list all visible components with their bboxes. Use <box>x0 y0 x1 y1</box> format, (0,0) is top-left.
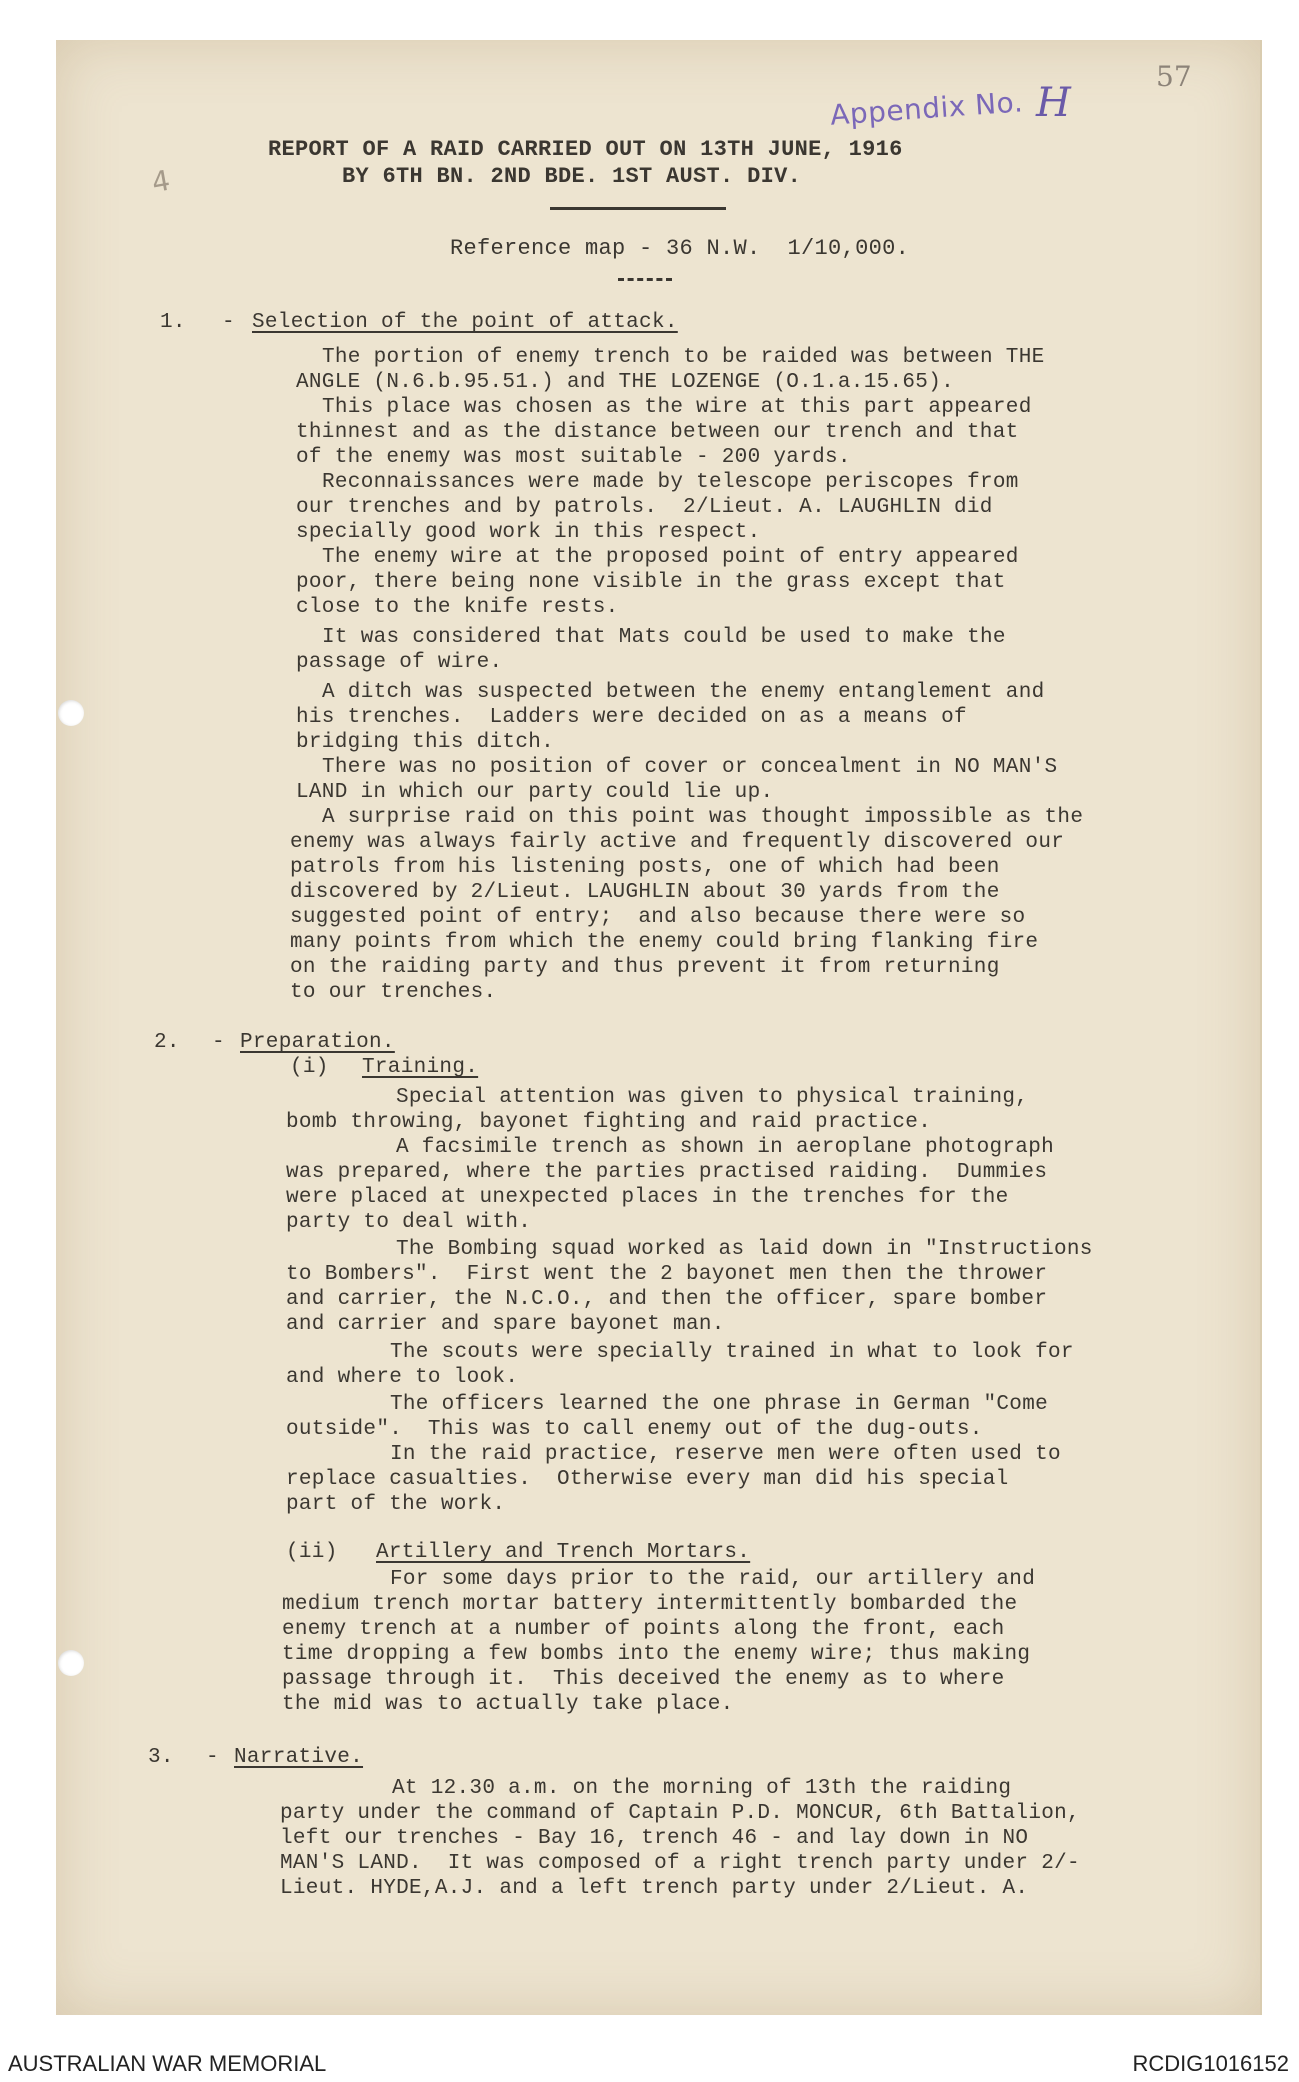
punch-hole-top <box>58 700 84 726</box>
s1-line: of the enemy was most suitable - 200 yards. <box>296 446 851 469</box>
document-page <box>56 40 1262 2015</box>
reference-dashes <box>618 278 672 283</box>
s2-artillery-line: the mid was to actually take place. <box>282 1693 734 1716</box>
s1-line: on the raiding party and thus prevent it from returning <box>290 956 1000 979</box>
s2-training-line: In the raid practice, reserve men were often used to <box>390 1443 1061 1466</box>
s2-artillery-line: medium trench mortar battery intermittently bombarded the <box>282 1593 1018 1616</box>
s3-line: MAN'S LAND. It was composed of a right trench party under 2/- <box>280 1852 1080 1875</box>
appendix-stamp: Appendix No. <box>829 85 1025 132</box>
s2-training-line: The Bombing squad worked as laid down in "Instructions <box>396 1238 1093 1261</box>
s1-line: patrols from his listening posts, one of which had been <box>290 856 1000 879</box>
report-title-line-2: BY 6TH BN. 2ND BDE. 1ST AUST. DIV. <box>342 164 802 189</box>
s2-training-line: The scouts were specially trained in what to look for <box>390 1341 1074 1364</box>
s2-training-line: part of the work. <box>286 1493 506 1516</box>
s1-line: A surprise raid on this point was thought impossible as the <box>322 806 1084 829</box>
s1-line: passage of wire. <box>296 651 503 674</box>
s2-artillery-line: time dropping a few bombs into the enemy wire; thus making <box>282 1643 1031 1666</box>
footer-institution: AUSTRALIAN WAR MEMORIAL <box>8 2051 327 2076</box>
footer-catalog-id: RCDIG1016152 <box>1132 2051 1289 2076</box>
s1-line: It was considered that Mats could be used to make the <box>322 626 1006 649</box>
s1-line: our trenches and by patrols. 2/Lieut. A. LAUGHLIN did <box>296 496 993 519</box>
subsection-i-number: (i) <box>290 1056 329 1079</box>
section-2-dash: - <box>212 1031 225 1054</box>
s2-artillery-line: passage through it. This deceived the enemy as to where <box>282 1668 1005 1691</box>
appendix-handwritten-letter: H <box>1036 80 1071 126</box>
s2-training-line: The officers learned the one phrase in German "Come <box>390 1393 1049 1416</box>
s2-training-line: to Bombers". First went the 2 bayonet men then the thrower <box>286 1263 1048 1286</box>
s1-line: A ditch was suspected between the enemy entanglement and <box>322 681 1045 704</box>
s3-line: Lieut. HYDE,A.J. and a left trench party under 2/Lieut. A. <box>280 1877 1029 1900</box>
s2-training-line: Special attention was given to physical training, <box>396 1086 1029 1109</box>
section-3-heading: Narrative. <box>234 1746 364 1769</box>
s3-line: left our trenches - Bay 16, trench 46 - and lay down in NO <box>280 1827 1029 1850</box>
s1-line: specially good work in this respect. <box>296 521 761 544</box>
s1-line: ANGLE (N.6.b.95.51.) and THE LOZENGE (O.1.a.15.65). <box>296 371 955 394</box>
s2-artillery-line: enemy trench at a number of points along the front, each <box>282 1618 1005 1641</box>
s2-training-line: and carrier, the N.C.O., and then the officer, spare bomber <box>286 1288 1048 1311</box>
s2-training-line: A facsimile trench as shown in aeroplane photograph <box>396 1136 1055 1159</box>
s1-line: to our trenches. <box>290 981 497 1004</box>
s1-line: bridging this ditch. <box>296 731 555 754</box>
s2-training-line: were placed at unexpected places in the trenches for the <box>286 1186 1009 1209</box>
section-1-heading: Selection of the point of attack. <box>252 311 678 334</box>
s1-line: Reconnaissances were made by telescope periscopes from <box>322 471 1019 494</box>
s2-training-line: bomb throwing, bayonet fighting and raid practice. <box>286 1111 932 1134</box>
s2-training-line: and where to look. <box>286 1366 519 1389</box>
s2-artillery-line: For some days prior to the raid, our artillery and <box>390 1568 1036 1591</box>
reference-map-line: Reference map - 36 N.W. 1/10,000. <box>450 236 910 261</box>
section-2-number: 2. <box>154 1031 180 1054</box>
s1-line: suggested point of entry; and also because there were so <box>290 906 1026 929</box>
s3-line: party under the command of Captain P.D. MONCUR, 6th Battalion, <box>280 1802 1080 1825</box>
s1-line: enemy was always fairly active and frequently discovered our <box>290 831 1065 854</box>
s1-line: many points from which the enemy could bring flanking fire <box>290 931 1039 954</box>
section-2-heading: Preparation. <box>240 1031 395 1054</box>
subsection-ii-heading: Artillery and Trench Mortars. <box>376 1541 751 1564</box>
pencil-page-number: 57 <box>1156 60 1192 93</box>
subsection-i-heading: Training. <box>362 1056 479 1079</box>
s2-training-line: and carrier and spare bayonet man. <box>286 1313 725 1336</box>
report-title-line-1: REPORT OF A RAID CARRIED OUT ON 13TH JUNE, 1916 <box>268 137 903 162</box>
s3-line: At 12.30 a.m. on the morning of 13th the raiding <box>392 1777 1012 1800</box>
s2-training-line: was prepared, where the parties practised raiding. Dummies <box>286 1161 1048 1184</box>
margin-pencil-mark: 4 <box>149 163 173 200</box>
s1-line: The portion of enemy trench to be raided was between THE <box>322 346 1045 369</box>
s1-line: close to the knife rests. <box>296 596 619 619</box>
s1-line: The enemy wire at the proposed point of entry appeared <box>322 546 1019 569</box>
s1-line: thinnest and as the distance between our trench and that <box>296 421 1019 444</box>
s1-line: poor, there being none visible in the grass except that <box>296 571 1006 594</box>
s1-line: discovered by 2/Lieut. LAUGHLIN about 30 yards from the <box>290 881 1000 904</box>
punch-hole-bottom <box>58 1650 84 1676</box>
section-1-dash: - <box>222 311 235 334</box>
section-3-number: 3. <box>148 1746 174 1769</box>
s2-training-line: party to deal with. <box>286 1211 532 1234</box>
s2-training-line: outside". This was to call enemy out of the dug-outs. <box>286 1418 983 1441</box>
subsection-ii-number: (ii) <box>286 1541 338 1564</box>
section-3-dash: - <box>206 1746 219 1769</box>
s1-line: This place was chosen as the wire at this part appeared <box>322 396 1032 419</box>
s1-line: There was no position of cover or concealment in NO MAN'S <box>322 756 1058 779</box>
s1-line: LAND in which our party could lie up. <box>296 781 774 804</box>
section-1-number: 1. <box>160 311 186 334</box>
s2-training-line: replace casualties. Otherwise every man did his special <box>286 1468 1009 1491</box>
s1-line: his trenches. Ladders were decided on as a means of <box>296 706 967 729</box>
title-underline-rule <box>550 207 726 210</box>
